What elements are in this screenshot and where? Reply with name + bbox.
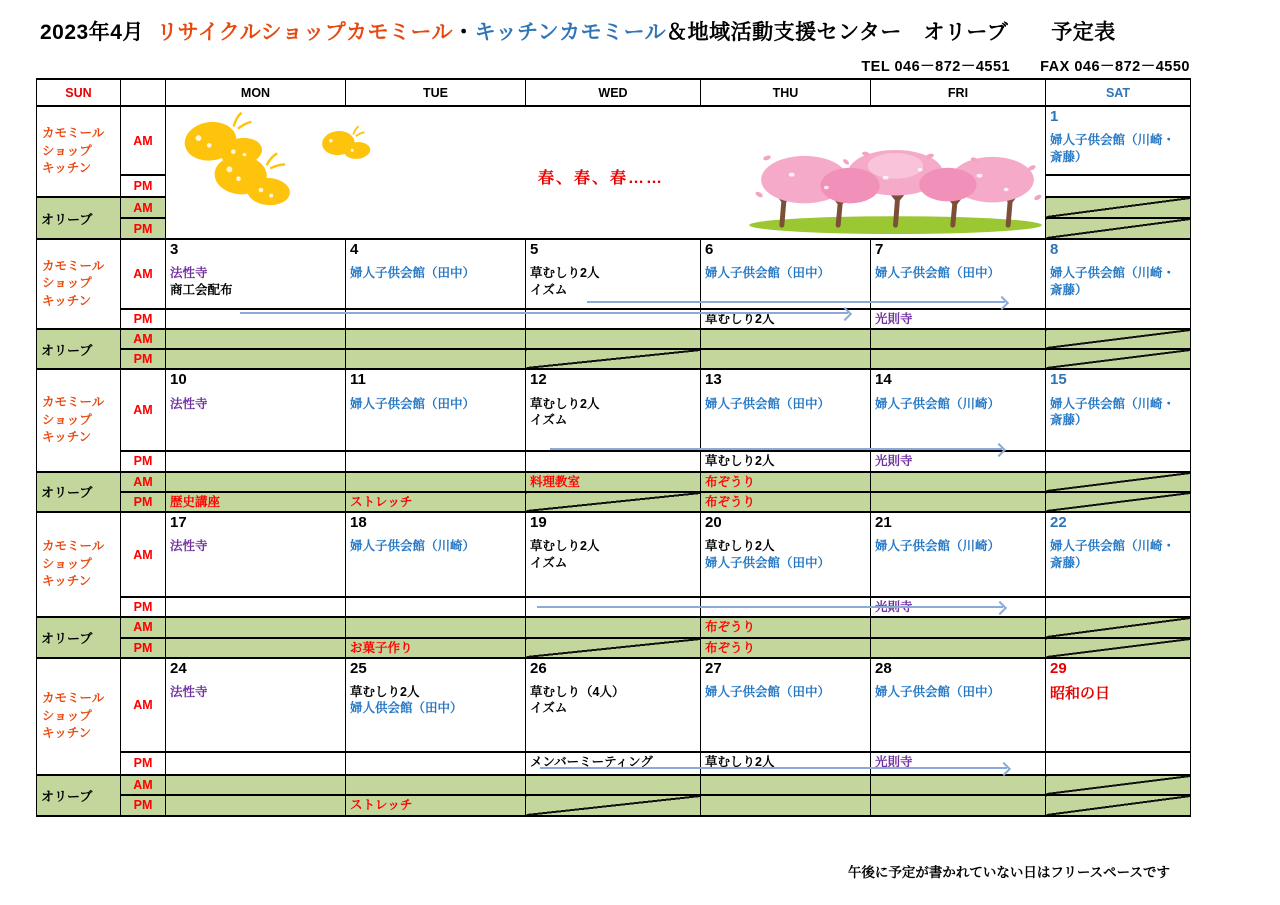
pm-cell-28: [871, 752, 1046, 775]
header-sun: SUN: [37, 79, 121, 106]
event: 光則寺: [875, 312, 913, 326]
event: 法性寺: [170, 685, 208, 699]
week2-olive-am-row: [37, 329, 1191, 349]
pm-cell-14: [871, 451, 1046, 471]
olive-pm-cell-24: [166, 795, 346, 816]
day-number: 10: [170, 371, 187, 389]
event: 婦人子供会館（田中）: [875, 685, 1001, 699]
day-number: 4: [350, 241, 359, 258]
day-cell-26: [526, 658, 701, 752]
time-am: AM: [121, 239, 166, 309]
olive-time-pm: PM: [121, 218, 166, 239]
label-kamomiru-2: ショップ: [42, 708, 92, 723]
time-am: AM: [121, 658, 166, 752]
week3-olive-pm-row: [37, 492, 1191, 512]
olive-pm-cell-12-crossed: [526, 492, 701, 512]
day-number: 6: [705, 241, 714, 258]
day-number: 19: [530, 514, 547, 531]
day-cell-19: [526, 512, 701, 597]
olive-pm-cell-25: [346, 795, 526, 816]
week4-olive-am-row: [37, 617, 1191, 637]
day-number: 20: [705, 514, 722, 531]
day-number: 3: [170, 241, 179, 258]
label-kamomiru-2: ショップ: [42, 276, 92, 291]
olive-pm-cell-4: [346, 349, 526, 369]
label-kamomiru-3: キッチン: [42, 574, 92, 589]
day-number: 21: [875, 514, 892, 531]
schedule-arrow-week2-wed-to-fri: [587, 301, 1005, 303]
time-pm: PM: [121, 752, 166, 775]
event: 料理教室: [530, 474, 581, 489]
week5-am-row: [37, 658, 1191, 752]
title-recycle-shop: リサイクルショップカモミール: [156, 21, 454, 44]
day-number: 11: [350, 371, 366, 389]
olive-pm-cell-18: [346, 638, 526, 658]
week1-am-row: [37, 106, 1191, 175]
day-cell-18: [346, 512, 526, 597]
week2-am-row: [37, 239, 1191, 309]
day-number: 24: [170, 659, 187, 677]
olive-time-pm: PM: [121, 795, 166, 816]
olive-pm-cell-7: [871, 349, 1046, 369]
weekday-header-row: [37, 79, 1191, 106]
event: 法性寺: [170, 396, 208, 411]
olive-time-am: AM: [121, 197, 166, 218]
header-wed: WED: [526, 79, 701, 106]
header-sat: SAT: [1046, 79, 1191, 106]
day-number: 5: [530, 241, 539, 258]
olive-time-pm: PM: [121, 638, 166, 658]
row-label-kamomiru: [37, 658, 121, 775]
day-cell-4: [346, 239, 526, 309]
label-kamomiru-1: カモミール: [42, 258, 105, 273]
event: 布ぞうり: [705, 474, 756, 489]
olive-am-cell-7: [871, 329, 1046, 349]
pm-cell-29: [1046, 752, 1191, 775]
event: 布ぞうり: [705, 620, 756, 635]
row-label-olive: オリーブ: [37, 197, 121, 239]
event: 婦人子供会館（川崎）: [875, 539, 1001, 554]
pm-cell-12: [526, 451, 701, 471]
olive-am-cell-3: [166, 329, 346, 349]
day-cell-3: [166, 239, 346, 309]
week3-olive-am-row: [37, 472, 1191, 492]
row-label-kamomiru: [37, 369, 121, 471]
time-pm: PM: [121, 175, 166, 197]
day-number: 27: [705, 659, 722, 677]
pm-cell-11: [346, 451, 526, 471]
event: 婦人子供会館（田中）: [705, 685, 831, 699]
olive-am-cell-11: [346, 472, 526, 492]
event: 商工会配布: [170, 282, 233, 297]
schedule-arrow-week3-wed-to-fri: [550, 448, 1002, 450]
olive-am-cell-24: [166, 775, 346, 795]
olive-am-cell-8-crossed: [1046, 329, 1191, 349]
header-blank: [121, 79, 166, 106]
olive-time-pm: PM: [121, 492, 166, 512]
pm-cell-24: [166, 752, 346, 775]
day-cell-13: [701, 369, 871, 451]
time-am: AM: [121, 369, 166, 451]
day-number: 25: [350, 659, 367, 677]
day-number: 28: [875, 659, 892, 677]
olive-pm-cell-26-crossed: [526, 795, 701, 816]
day-number: 13: [705, 371, 722, 389]
olive-am-cell-28: [871, 775, 1046, 795]
event: 草むしり2人: [350, 685, 420, 699]
week3-pm-row: [37, 451, 1191, 471]
event: イズム: [530, 555, 568, 570]
event: 布ぞうり: [705, 494, 756, 509]
event: 婦人子供会館（田中）: [705, 396, 831, 411]
event: 婦人子供会館（田中）: [705, 555, 831, 570]
week4-am-row: [37, 512, 1191, 597]
pm-cell-26: [526, 752, 701, 775]
event: 歴史講座: [170, 494, 221, 509]
event: 草むしり2人: [705, 539, 775, 554]
event: 草むしり（4人）: [530, 685, 625, 699]
olive-pm-cell-3: [166, 349, 346, 369]
olive-am-cell-14: [871, 472, 1046, 492]
event: 婦人子供会館（川崎・斎藤）: [1050, 539, 1176, 570]
schedule-arrow-week4-wed-to-fri: [537, 606, 1003, 608]
olive-pm-cell-6: [701, 349, 871, 369]
cherry-blossom-trees-icon: [747, 150, 1044, 234]
event: 婦人子供会館（川崎・斎藤）: [1050, 133, 1176, 164]
day-cell-29: [1046, 658, 1191, 752]
event: 草むしり2人: [530, 396, 600, 411]
page-title: [40, 16, 1116, 46]
olive-pm-cell-15-crossed: [1046, 492, 1191, 512]
olive-pm-cell-29-crossed: [1046, 795, 1191, 816]
olive-pm-cell-17: [166, 638, 346, 658]
day-number: 17: [170, 514, 187, 531]
olive-am-cell-5: [526, 329, 701, 349]
event: 婦人子供会館（田中）: [705, 266, 831, 281]
event: メンバーミーティング: [530, 754, 653, 769]
label-kamomiru-2: ショップ: [42, 556, 92, 571]
olive-pm-cell-10: [166, 492, 346, 512]
event: 婦人子供会館（川崎・斎藤）: [1050, 266, 1176, 297]
olive-time-am: AM: [121, 472, 166, 492]
week5-olive-am-row: [37, 775, 1191, 795]
day-number: 22: [1050, 514, 1067, 531]
event: 草むしり2人: [705, 754, 775, 769]
pm-cell-27: [701, 752, 871, 775]
time-am: AM: [121, 512, 166, 597]
olive-pm-cell-11: [346, 492, 526, 512]
day-cell-28: [871, 658, 1046, 752]
olive-pm-cell-21: [871, 638, 1046, 658]
olive-time-am: AM: [121, 775, 166, 795]
event: 草むしり2人: [705, 454, 775, 469]
title-month: 2023年4月: [40, 21, 144, 44]
event: 昭和の日: [1050, 685, 1111, 702]
event: ストレッチ: [350, 494, 413, 509]
day-number: 8: [1050, 241, 1059, 258]
day-cell-7: [871, 239, 1046, 309]
label-kamomiru-2: ショップ: [42, 143, 92, 158]
event: 婦人子供会館（田中）: [875, 266, 1001, 281]
time-pm: PM: [121, 451, 166, 471]
olive-pm-cell-19-crossed: [526, 638, 701, 658]
olive-pm-cell-5-crossed: [526, 349, 701, 369]
row-label-kamomiru: [37, 512, 121, 617]
event: お菓子作り: [350, 640, 413, 655]
event: イズム: [530, 282, 568, 297]
day-cell-11: [346, 369, 526, 451]
olive-am-cell-25: [346, 775, 526, 795]
week1-decoration-cell: [166, 106, 1046, 239]
olive-pm-cell-28: [871, 795, 1046, 816]
olive-am-cell-15-crossed: [1046, 472, 1191, 492]
day-cell-14: [871, 369, 1046, 451]
day-number: 15: [1050, 371, 1067, 389]
event: イズム: [530, 701, 568, 716]
day-cell-5: [526, 239, 701, 309]
label-kamomiru-1: カモミール: [42, 691, 105, 705]
header-mon: MON: [166, 79, 346, 106]
day-cell-21: [871, 512, 1046, 597]
olive-pm-cell-8-crossed: [1046, 349, 1191, 369]
olive-am-cell-18: [346, 617, 526, 637]
pm-cell-7: [871, 309, 1046, 329]
day-cell-6: [701, 239, 871, 309]
time-pm: PM: [121, 597, 166, 617]
row-label-olive: オリーブ: [37, 617, 121, 658]
olive-time-am: AM: [121, 617, 166, 637]
row-label-kamomiru: [37, 239, 121, 329]
olive-am-cell-10: [166, 472, 346, 492]
day-number: 12: [530, 371, 547, 389]
event: 光則寺: [875, 754, 913, 769]
olive-am-cell-6: [701, 329, 871, 349]
olive-am-cell-13: [701, 472, 871, 492]
title-separator: ・: [453, 21, 475, 44]
day-number: 18: [350, 514, 367, 531]
olive-pm-cell-22-crossed: [1046, 638, 1191, 658]
event: 婦人子供会館（田中）: [350, 266, 476, 281]
event: 婦人供会館（田中）: [350, 701, 463, 716]
title-rest: ＆地域活動支援センター オリーブ 予定表: [666, 21, 1116, 44]
schedule-arrow-week2-mon-to-thu: [240, 312, 848, 314]
day-cell-1: [1046, 106, 1191, 175]
olive-time-pm: PM: [121, 349, 166, 369]
label-kamomiru-1: カモミール: [42, 395, 105, 410]
pm-cell-1: [1046, 175, 1191, 197]
olive-am-cell-20: [701, 617, 871, 637]
pm-cell-22: [1046, 597, 1191, 617]
footer-note: 午後に予定が書かれていない日はフリースペースです: [847, 865, 1170, 880]
day-cell-25: [346, 658, 526, 752]
olive-am-cell-22-crossed: [1046, 617, 1191, 637]
day-number: 29: [1050, 659, 1067, 677]
event: 婦人子供会館（川崎・斎藤）: [1050, 396, 1176, 427]
label-kamomiru-1: カモミール: [42, 126, 105, 141]
label-kamomiru-3: キッチン: [42, 161, 92, 176]
pm-cell-15: [1046, 451, 1191, 471]
day-cell-15: [1046, 369, 1191, 451]
day-cell-17: [166, 512, 346, 597]
butterfly-icon: [318, 119, 378, 169]
header-fri: FRI: [871, 79, 1046, 106]
pm-cell-17: [166, 597, 346, 617]
time-am: AM: [121, 106, 166, 175]
olive-am-cell-4: [346, 329, 526, 349]
time-pm: PM: [121, 309, 166, 329]
day-cell-10: [166, 369, 346, 451]
event: 光則寺: [875, 600, 913, 614]
week4-olive-pm-row: [37, 638, 1191, 658]
label-kamomiru-2: ショップ: [42, 412, 92, 427]
event: 草むしり2人: [705, 312, 775, 326]
pm-cell-13: [701, 451, 871, 471]
olive-am-cell-27: [701, 775, 871, 795]
week2-olive-pm-row: [37, 349, 1191, 369]
header-tue: TUE: [346, 79, 526, 106]
olive-pm-cell-14: [871, 492, 1046, 512]
event: 布ぞうり: [705, 640, 756, 655]
olive-am-cell-21: [871, 617, 1046, 637]
header-thu: THU: [701, 79, 871, 106]
olive-am-cell-19: [526, 617, 701, 637]
label-kamomiru-3: キッチン: [42, 726, 92, 740]
olive-pm-cell-20: [701, 638, 871, 658]
pm-cell-10: [166, 451, 346, 471]
event: 光則寺: [875, 454, 913, 469]
event: イズム: [530, 412, 568, 427]
butterfly-icon: [206, 149, 306, 209]
olive-am-cell-1-crossed: [1046, 197, 1191, 218]
event: 法性寺: [170, 266, 208, 281]
event: 草むしり2人: [530, 539, 600, 554]
event: 法性寺: [170, 539, 208, 554]
row-label-olive: オリーブ: [37, 329, 121, 369]
olive-am-cell-12: [526, 472, 701, 492]
event: 婦人子供会館（川崎）: [875, 396, 1001, 411]
week5-olive-pm-row: [37, 795, 1191, 816]
day-cell-22: [1046, 512, 1191, 597]
tel-fax-line: TEL 046－872－4551 FAX 046－872－4550: [861, 59, 1190, 75]
row-label-olive: オリーブ: [37, 775, 121, 816]
event: 草むしり2人: [530, 266, 600, 281]
title-kitchen: キッチンカモミール: [474, 21, 667, 44]
pm-cell-18: [346, 597, 526, 617]
event: ストレッチ: [350, 797, 413, 812]
day-cell-27: [701, 658, 871, 752]
olive-pm-cell-27: [701, 795, 871, 816]
day-number: 7: [875, 241, 884, 258]
day-number: 26: [530, 659, 547, 677]
schedule-arrow-week5-wed-to-fri: [540, 767, 1007, 769]
olive-am-cell-26: [526, 775, 701, 795]
olive-time-am: AM: [121, 329, 166, 349]
olive-pm-cell-1-crossed: [1046, 218, 1191, 239]
day-cell-20: [701, 512, 871, 597]
row-label-kamomiru: [37, 106, 121, 197]
event: 婦人子供会館（川崎）: [350, 539, 476, 554]
label-kamomiru-3: キッチン: [42, 430, 92, 445]
day-number: 1: [1050, 108, 1059, 125]
olive-am-cell-29-crossed: [1046, 775, 1191, 795]
pm-cell-25: [346, 752, 526, 775]
day-cell-24: [166, 658, 346, 752]
pm-cell-8: [1046, 309, 1191, 329]
day-cell-12: [526, 369, 701, 451]
day-number: 14: [875, 371, 892, 389]
spring-text: 春、春、春……: [538, 170, 665, 187]
row-label-olive: オリーブ: [37, 472, 121, 513]
week3-am-row: [37, 369, 1191, 451]
event: 婦人子供会館（田中）: [350, 396, 476, 411]
week5-pm-row: [37, 752, 1191, 775]
olive-pm-cell-13: [701, 492, 871, 512]
label-kamomiru-3: キッチン: [42, 293, 92, 308]
olive-am-cell-17: [166, 617, 346, 637]
day-cell-8: [1046, 239, 1191, 309]
label-kamomiru-1: カモミール: [42, 539, 105, 554]
